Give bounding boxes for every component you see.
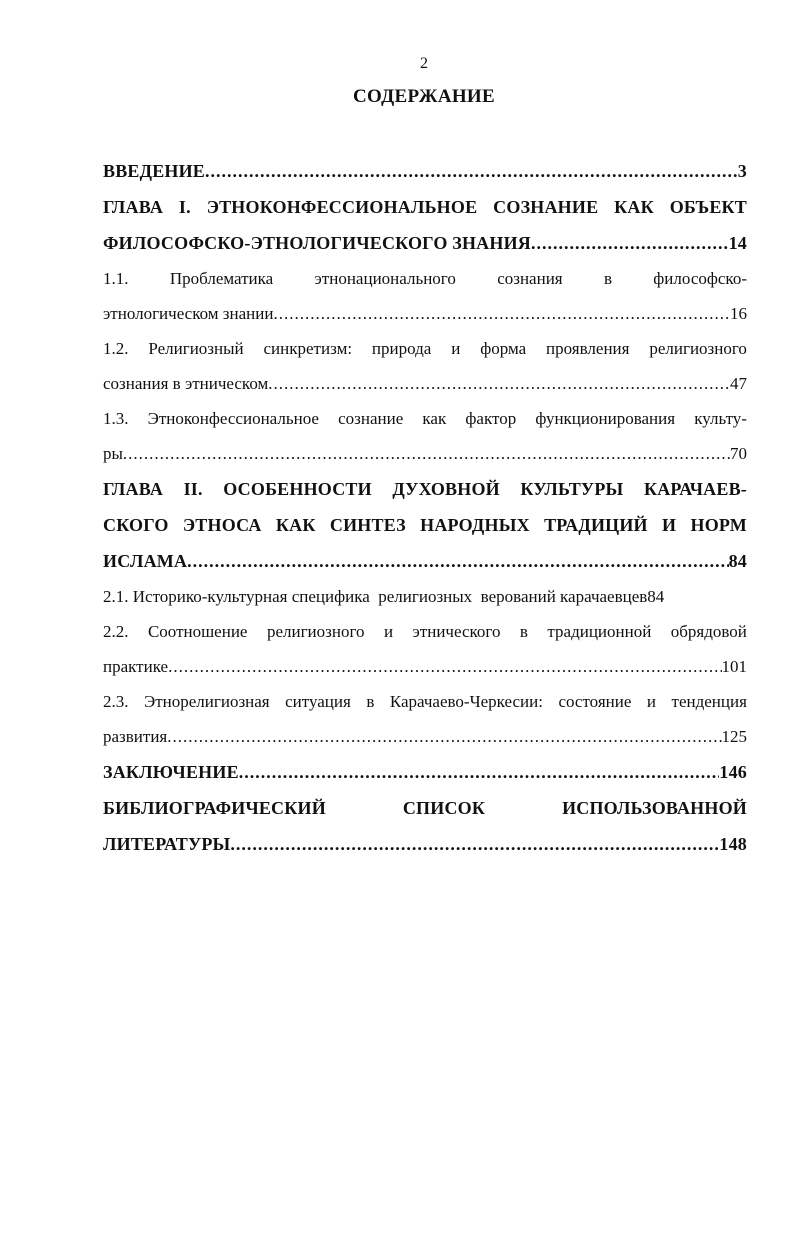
toc-word: функционирования bbox=[535, 409, 676, 428]
toc-word: 2.2. bbox=[103, 622, 129, 641]
toc-leader-dots bbox=[123, 436, 730, 471]
toc-entry-title: ВВЕДЕНИЕ bbox=[103, 161, 206, 181]
toc-word: Соотношение bbox=[147, 622, 248, 641]
toc-leader-dots bbox=[273, 296, 730, 331]
page-title: СОДЕРЖАНИЕ bbox=[353, 86, 495, 107]
toc-word: СИНТЕЗ bbox=[329, 515, 406, 535]
toc-word: БИБЛИОГРАФИЧЕСКИЙ bbox=[103, 798, 326, 818]
toc-word: в bbox=[603, 269, 612, 288]
toc-entry-section-2-3[interactable] bbox=[103, 684, 747, 719]
toc-page-number: 16 bbox=[730, 304, 747, 323]
toc-entry-title: ЛИТЕРАТУРЫ bbox=[103, 834, 231, 854]
toc-word: сознания bbox=[497, 269, 563, 288]
toc-word: состояние bbox=[558, 692, 632, 711]
toc-page-number: 47 bbox=[730, 374, 747, 393]
toc-page-number: 14 bbox=[728, 233, 747, 253]
toc-page-number: 148 bbox=[719, 834, 747, 854]
toc-page-number: 3 bbox=[737, 161, 747, 181]
toc-word: религиозного bbox=[266, 622, 365, 641]
toc-entry-title: развития bbox=[103, 727, 168, 746]
toc-leader-dots bbox=[531, 225, 729, 261]
table-of-contents bbox=[103, 153, 747, 862]
toc-entry-title: ЗАКЛЮЧЕНИЕ bbox=[103, 762, 239, 782]
toc-word: ЭТНОСА bbox=[182, 515, 262, 535]
toc-word: в bbox=[366, 692, 375, 711]
toc-page-number: 146 bbox=[719, 762, 747, 782]
toc-word: ДУХОВНОЙ bbox=[392, 479, 500, 499]
toc-word: этнонационального bbox=[314, 269, 456, 288]
toc-page-number: 125 bbox=[721, 727, 747, 746]
toc-word: как bbox=[422, 409, 447, 428]
toc-word: культу- bbox=[694, 409, 747, 428]
toc-entry-section-2-2-cont[interactable] bbox=[103, 649, 747, 684]
toc-page-number: 84 bbox=[728, 551, 747, 571]
toc-entry-chapter-1[interactable] bbox=[103, 189, 747, 225]
toc-word: философско- bbox=[653, 269, 747, 288]
toc-word: Карачаево-Черкесии: bbox=[389, 692, 543, 711]
toc-entry-title: ФИЛОСОФСКО-ЭТНОЛОГИЧЕСКОГО ЗНАНИЯ bbox=[103, 233, 531, 253]
toc-word: КАРАЧАЕВ- bbox=[643, 479, 747, 499]
toc-word: Религиозный bbox=[148, 339, 244, 358]
toc-word: 1.2. bbox=[103, 339, 129, 358]
toc-entry-title: этнологическом знании bbox=[103, 304, 274, 323]
toc-entry-section-2-1[interactable] bbox=[103, 579, 747, 614]
toc-leader-dots bbox=[239, 754, 720, 790]
toc-word: фактор bbox=[465, 409, 517, 428]
toc-entry-bibliography[interactable] bbox=[103, 790, 747, 826]
toc-word: и bbox=[646, 692, 657, 711]
toc-entry-introduction[interactable] bbox=[103, 153, 747, 189]
toc-entry-chapter-1-cont[interactable] bbox=[103, 225, 747, 261]
toc-entry-chapter-2-line-2[interactable] bbox=[103, 507, 747, 543]
toc-leader-dots bbox=[230, 826, 719, 862]
toc-word: И bbox=[662, 515, 677, 535]
toc-leader-dots bbox=[187, 543, 728, 579]
toc-word: ситуация bbox=[285, 692, 351, 711]
toc-entry-chapter-2[interactable] bbox=[103, 471, 747, 507]
toc-entry-section-1-3-cont[interactable] bbox=[103, 436, 747, 471]
toc-entry-section-1-2[interactable] bbox=[103, 331, 747, 366]
toc-word: 1.1. bbox=[103, 269, 129, 288]
toc-entry-conclusion[interactable] bbox=[103, 754, 747, 790]
toc-word: КУЛЬТУРЫ bbox=[520, 479, 624, 499]
toc-word: ГЛАВА bbox=[103, 197, 164, 217]
toc-entry-section-2-2[interactable] bbox=[103, 614, 747, 649]
toc-word: КАК bbox=[275, 515, 316, 535]
toc-word: ТРАДИЦИЙ bbox=[544, 515, 648, 535]
toc-word: форма bbox=[480, 339, 527, 358]
toc-word: 1.3. bbox=[103, 409, 129, 428]
toc-page-number: 101 bbox=[721, 657, 747, 676]
toc-leader-dots bbox=[167, 719, 721, 754]
page-number: 2 bbox=[420, 55, 428, 72]
toc-word: ОБЪЕКТ bbox=[669, 197, 747, 217]
toc-entry-section-1-1-cont[interactable] bbox=[103, 296, 747, 331]
toc-word: 2.3. bbox=[103, 692, 129, 711]
toc-word: ЭТНОКОНФЕССИОНАЛЬНОЕ bbox=[206, 197, 478, 217]
toc-word: в bbox=[519, 622, 528, 641]
toc-word: сознание bbox=[338, 409, 404, 428]
toc-word: природа bbox=[371, 339, 432, 358]
toc-word: этнического bbox=[412, 622, 501, 641]
toc-word: обрядовой bbox=[670, 622, 747, 641]
toc-word: традиционной bbox=[547, 622, 652, 641]
toc-word: ИСПОЛЬЗОВАННОЙ bbox=[562, 798, 747, 818]
toc-entry-title: 2.1. Историко-культурная специфика религиозных верований карачаевцев84 bbox=[103, 587, 665, 606]
toc-word: тенденция bbox=[671, 692, 747, 711]
toc-word: II. bbox=[183, 479, 203, 499]
toc-word: Этнорелигиозная bbox=[144, 692, 270, 711]
toc-entry-section-1-1[interactable] bbox=[103, 261, 747, 296]
toc-word: и bbox=[451, 339, 461, 358]
toc-entry-title: ры bbox=[103, 444, 123, 463]
toc-word: ГЛАВА bbox=[103, 479, 164, 499]
toc-word: религиозного bbox=[649, 339, 747, 358]
toc-word: КАК bbox=[614, 197, 654, 217]
toc-entry-title: практике bbox=[103, 657, 169, 676]
toc-word: проявления bbox=[546, 339, 630, 358]
toc-entry-bibliography-cont[interactable] bbox=[103, 826, 747, 862]
toc-entry-chapter-2-cont[interactable] bbox=[103, 543, 747, 579]
toc-word: СКОГО bbox=[103, 515, 169, 535]
toc-word: СПИСОК bbox=[402, 798, 486, 818]
toc-word: Этноконфессиональное bbox=[147, 409, 319, 428]
toc-leader-dots bbox=[205, 153, 738, 189]
toc-word: НАРОДНЫХ bbox=[420, 515, 530, 535]
toc-entry-section-1-3[interactable] bbox=[103, 401, 747, 436]
toc-word: I. bbox=[178, 197, 191, 217]
toc-entry-title: ИСЛАМА bbox=[103, 551, 188, 571]
toc-word: НОРМ bbox=[690, 515, 747, 535]
toc-word: СОЗНАНИЕ bbox=[493, 197, 599, 217]
toc-word: синкретизм: bbox=[263, 339, 353, 358]
toc-leader-dots bbox=[268, 366, 730, 401]
toc-page-number: 70 bbox=[730, 444, 747, 463]
toc-entry-section-1-2-cont[interactable] bbox=[103, 366, 747, 401]
toc-leader-dots bbox=[168, 649, 721, 684]
toc-entry-title: сознания в этническом bbox=[103, 374, 269, 393]
toc-word: Проблематика bbox=[169, 269, 274, 288]
toc-entry-section-2-3-cont[interactable] bbox=[103, 719, 747, 754]
toc-word: и bbox=[383, 622, 394, 641]
toc-word: ОСОБЕННОСТИ bbox=[223, 479, 372, 499]
